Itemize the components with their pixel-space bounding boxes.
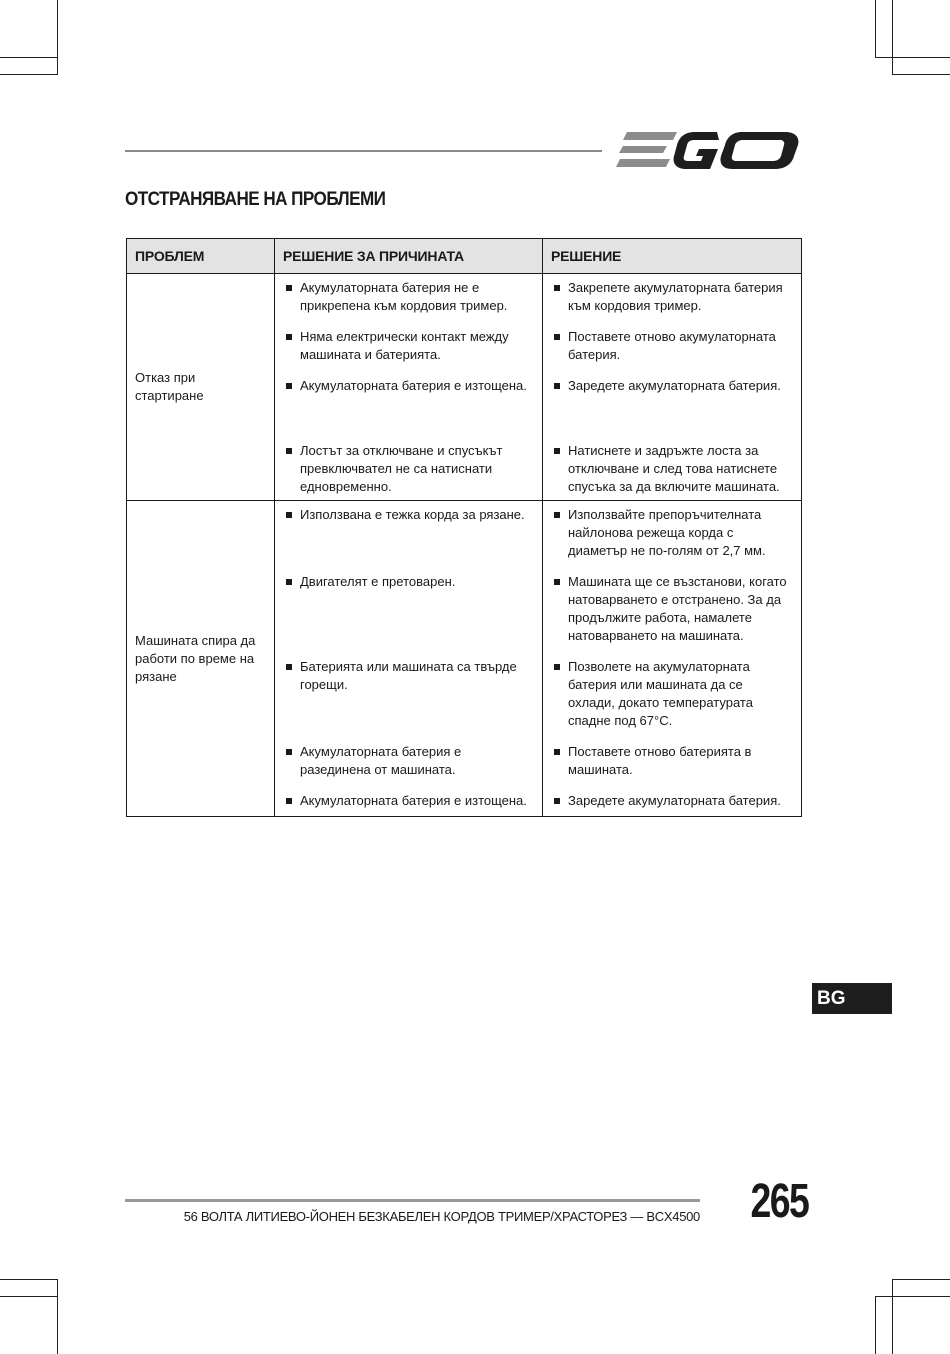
solution-cell bbox=[543, 568, 802, 653]
solution-cell bbox=[543, 738, 802, 787]
cause-cell bbox=[275, 437, 543, 501]
crop-mark bbox=[0, 74, 58, 75]
bullet-icon bbox=[554, 285, 560, 291]
solution-text: Закрепете акумулаторната батерия към кордовия тример. bbox=[568, 280, 783, 313]
bullet-icon bbox=[554, 749, 560, 755]
column-header-solution: РЕШЕНИЕ bbox=[543, 239, 802, 274]
cause-text: Батерията или машината са твърде горещи. bbox=[300, 659, 517, 692]
crop-mark bbox=[892, 1279, 893, 1354]
bullet-icon bbox=[286, 579, 292, 585]
solution-cell bbox=[543, 501, 802, 569]
solution-cell bbox=[543, 787, 802, 817]
bullet-icon bbox=[286, 749, 292, 755]
cause-text: Няма електрически контакт между машината и батерията. bbox=[300, 329, 509, 362]
solution-text: Натиснете и задръжте лоста за отключване и след това натиснете спусъка за да включите машината. bbox=[568, 443, 780, 494]
bullet-icon bbox=[286, 664, 292, 670]
cause-cell bbox=[275, 653, 543, 738]
cause-text: Двигателят е претоварен. bbox=[300, 574, 456, 589]
page-title: ОТСТРАНЯВАНЕ НА ПРОБЛЕМИ bbox=[125, 189, 386, 210]
crop-mark bbox=[875, 0, 876, 58]
cause-text: Акумулаторната батерия е изтощена. bbox=[300, 793, 527, 808]
crop-mark bbox=[0, 57, 58, 58]
table-row bbox=[127, 274, 802, 324]
bullet-icon bbox=[554, 383, 560, 389]
bullet-icon bbox=[286, 512, 292, 518]
crop-mark bbox=[875, 1296, 876, 1354]
cause-text: Акумулаторната батерия е изтощена. bbox=[300, 378, 527, 393]
problem-cell: Отказ при стартиране bbox=[127, 274, 275, 501]
solution-text: Поставете отново акумулаторната батерия. bbox=[568, 329, 776, 362]
solution-text: Машината ще се възстанови, когато натоварването е отстранено. За да продължите работа, намалете натоварването на машината. bbox=[568, 574, 787, 643]
solution-text: Заредете акумулаторната батерия. bbox=[568, 793, 781, 808]
language-tab: BG bbox=[812, 983, 892, 1014]
crop-mark bbox=[0, 1296, 58, 1297]
bullet-icon bbox=[286, 448, 292, 454]
crop-mark bbox=[892, 0, 893, 75]
header-rule bbox=[125, 150, 602, 152]
table-row bbox=[127, 501, 802, 569]
footer-rule bbox=[125, 1199, 700, 1202]
problem-cell: Машината спира да работи по време на рязане bbox=[127, 501, 275, 817]
solution-cell bbox=[543, 437, 802, 501]
bullet-icon bbox=[286, 798, 292, 804]
solution-cell bbox=[543, 323, 802, 372]
cause-text: Акумулаторната батерия не е прикрепена към кордовия тример. bbox=[300, 280, 508, 313]
troubleshooting-table bbox=[126, 238, 802, 817]
ego-logo bbox=[615, 128, 801, 174]
solution-text: Поставете отново батерията в машината. bbox=[568, 744, 752, 777]
cause-cell bbox=[275, 787, 543, 817]
crop-mark bbox=[57, 0, 58, 75]
page-number: 265 bbox=[750, 1175, 809, 1228]
bullet-icon bbox=[286, 334, 292, 340]
bullet-icon bbox=[554, 664, 560, 670]
column-header-cause: РЕШЕНИЕ ЗА ПРИЧИНАТА bbox=[275, 239, 543, 274]
cause-cell bbox=[275, 372, 543, 437]
solution-text: Позволете на акумулаторната батерия или машината да се охлади, докато температурата спадне под 67°C. bbox=[568, 659, 753, 728]
bullet-icon bbox=[286, 383, 292, 389]
bullet-icon bbox=[554, 334, 560, 340]
cause-cell bbox=[275, 323, 543, 372]
solution-text: Използвайте препоръчителната найлонова режеща корда с диаметър не по-голям от 2,7 мм. bbox=[568, 507, 766, 558]
crop-mark bbox=[875, 1296, 950, 1297]
bullet-icon bbox=[286, 285, 292, 291]
cause-cell bbox=[275, 501, 543, 569]
crop-mark bbox=[57, 1279, 58, 1354]
cause-text: Акумулаторната батерия е разединена от машината. bbox=[300, 744, 462, 777]
crop-mark bbox=[892, 1279, 950, 1280]
column-header-problem: ПРОБЛЕМ bbox=[127, 239, 275, 274]
bullet-icon bbox=[554, 512, 560, 518]
bullet-icon bbox=[554, 448, 560, 454]
crop-mark bbox=[892, 74, 950, 75]
cause-cell bbox=[275, 274, 543, 324]
footer-product-title: 56 ВОЛТА ЛИТИЕВО-ЙОНЕН БЕЗКАБЕЛЕН КОРДОВ ТРИМЕР/ХРАСТОРЕЗ — BCX4500 bbox=[183, 1209, 700, 1224]
crop-mark bbox=[0, 1279, 58, 1280]
solution-text: Заредете акумулаторната батерия. bbox=[568, 378, 781, 393]
bullet-icon bbox=[554, 798, 560, 804]
cause-cell bbox=[275, 738, 543, 787]
bullet-icon bbox=[554, 579, 560, 585]
solution-cell bbox=[543, 274, 802, 324]
table-header-row bbox=[127, 239, 802, 274]
cause-text: Лостът за отключване и спусъкът превключвател не са натиснати едновременно. bbox=[300, 443, 503, 494]
solution-cell bbox=[543, 653, 802, 738]
cause-cell bbox=[275, 568, 543, 653]
solution-cell bbox=[543, 372, 802, 437]
cause-text: Използвана е тежка корда за рязане. bbox=[300, 507, 525, 522]
crop-mark bbox=[875, 57, 950, 58]
